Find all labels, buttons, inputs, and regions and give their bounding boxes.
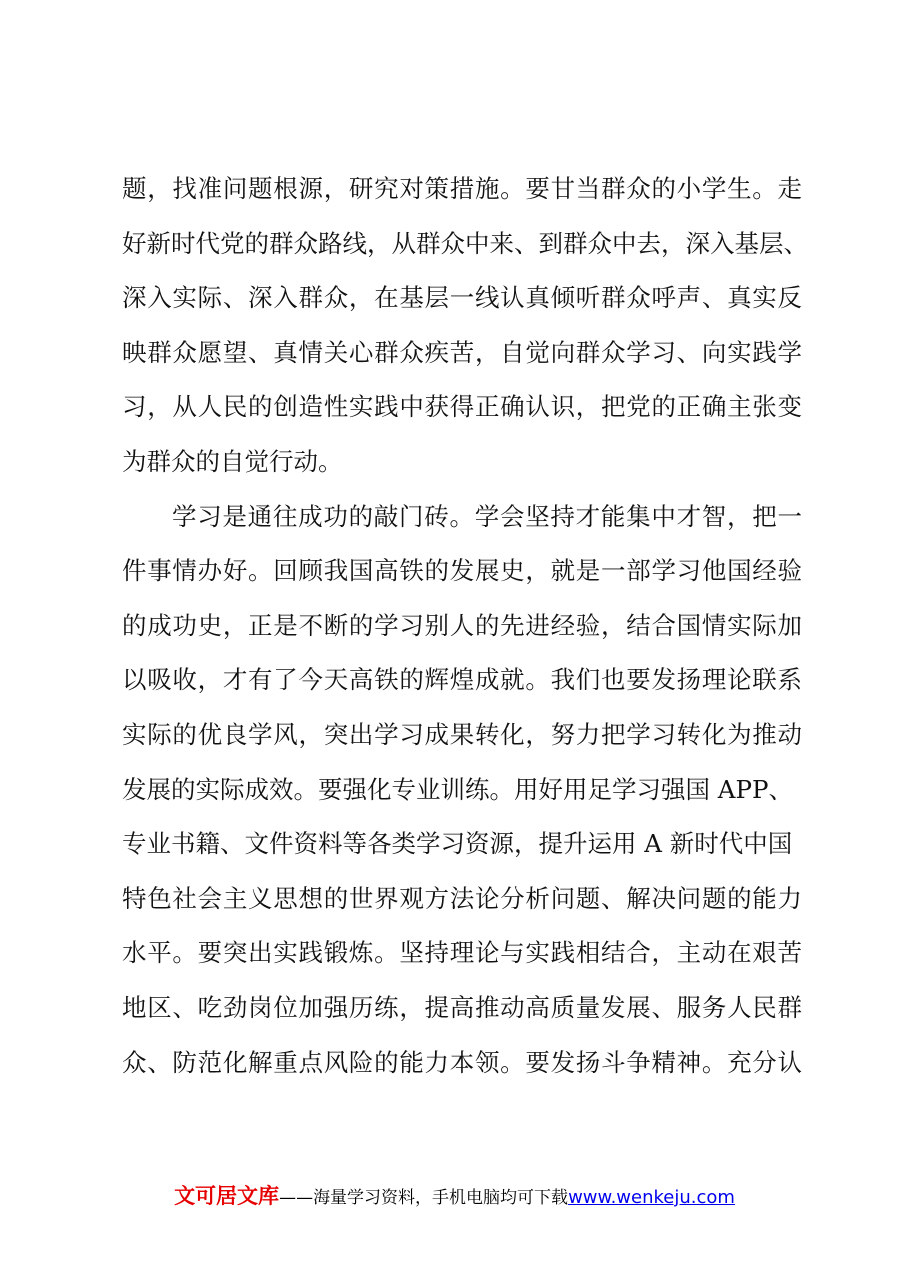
body-text bbox=[122, 162, 808, 1090]
text-line: 学习是通往成功的敲门砖。学会坚持才能集中才智，把一 bbox=[172, 501, 802, 531]
brand-name: 文可居文库 bbox=[174, 1184, 280, 1208]
text-line: 特色社会主义思想的世界观方法论分析问题、解决问题的能力 bbox=[122, 883, 802, 913]
text-line: 映群众愿望、真情关心群众疾苦，自觉向群众学习、向实践学 bbox=[122, 337, 802, 367]
text-line: 好新时代党的群众路线，从群众中来、到群众中去，深入基层、 bbox=[122, 228, 808, 258]
website-link[interactable]: www.wenkeju.com bbox=[568, 1187, 735, 1208]
text-line: 题，找准问题根源，研究对策措施。要甘当群众的小学生。走 bbox=[122, 174, 802, 203]
text-line: 件事情办好。回顾我国高铁的发展史，就是一部学习他国经验 bbox=[122, 556, 802, 586]
text-line: 深入实际、深入群众，在基层一线认真倾听群众呼声、真实反 bbox=[122, 283, 802, 313]
text-line: 的成功史，正是不断的学习别人的先进经验，结合国情实际加 bbox=[122, 610, 802, 640]
paragraph-2 bbox=[122, 490, 802, 1091]
text-line: 以吸收，才有了今天高铁的辉煌成就。我们也要发扬理论联系 bbox=[122, 665, 802, 695]
text-line: 专业书籍、文件资料等各类学习资源，提升运用 A 新时代中国 bbox=[122, 829, 793, 859]
text-line: 众、防范化解重点风险的能力本领。要发扬斗争精神。充分认 bbox=[122, 1047, 802, 1077]
text-line: 发展的实际成效。要强化专业训练。用好用足学习强国 APP、 bbox=[122, 774, 793, 804]
text-line: 为群众的自觉行动。 bbox=[122, 446, 343, 476]
text-line: 实际的优良学风，突出学习成果转化，努力把学习转化为推动 bbox=[122, 719, 802, 749]
footer-banner bbox=[0, 1180, 909, 1210]
paragraph-1 bbox=[122, 162, 808, 490]
text-line: 水平。要突出实践锻炼。坚持理论与实践相结合，主动在艰苦 bbox=[122, 938, 802, 968]
text-line: 习，从人民的创造性实践中获得正确认识，把党的正确主张变 bbox=[122, 392, 802, 422]
footer-tagline: ——海量学习资料，手机电脑均可下载 bbox=[279, 1188, 569, 1208]
text-line: 地区、吃劲岗位加强历练，提高推动高质量发展、服务人民群 bbox=[122, 992, 802, 1022]
